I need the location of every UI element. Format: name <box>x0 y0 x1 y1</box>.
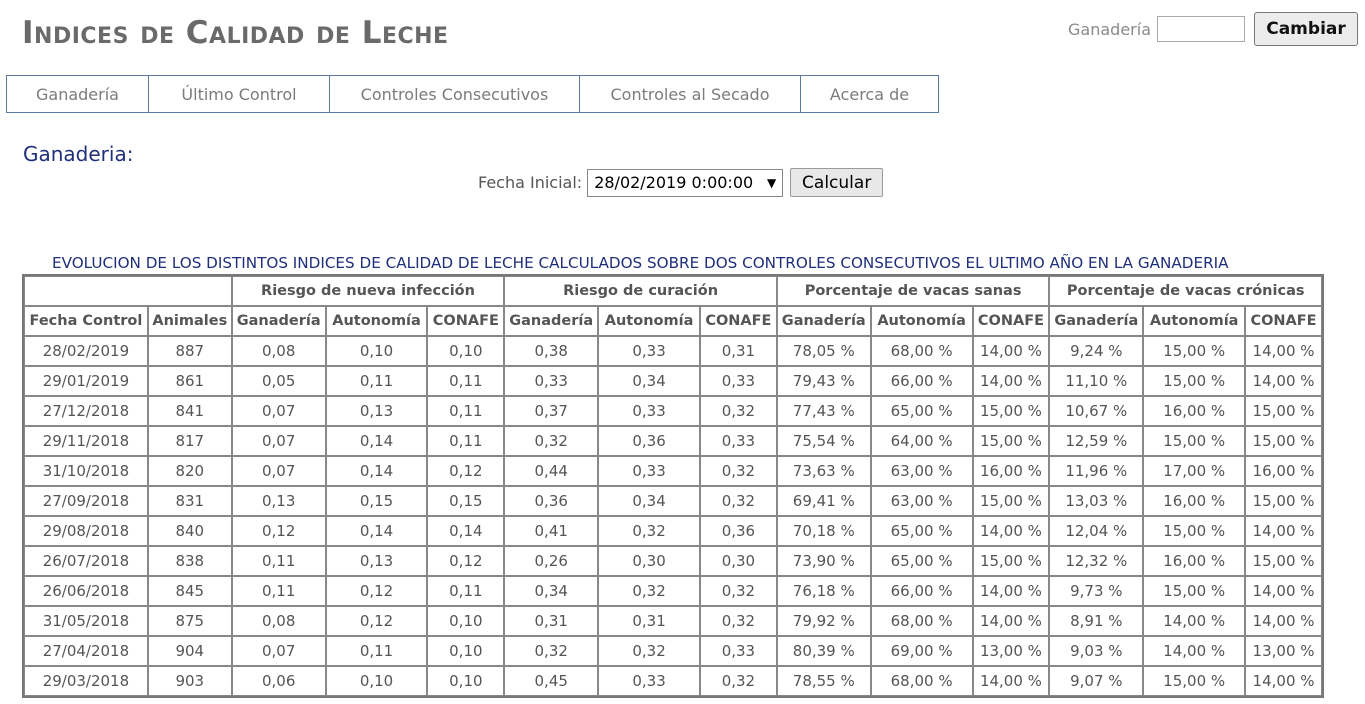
table-cell: 31/10/2018 <box>24 456 148 486</box>
table-cell: 14,00 % <box>1245 366 1322 396</box>
table-cell: 0,33 <box>598 456 700 486</box>
table-cell: 0,31 <box>504 606 598 636</box>
column-header: Fecha Control <box>24 306 148 336</box>
table-cell: 14,00 % <box>1143 606 1245 636</box>
section-title: Ganaderia: <box>23 142 134 166</box>
table-cell: 29/03/2018 <box>24 666 148 696</box>
table-cell: 0,30 <box>700 546 777 576</box>
table-cell: 0,11 <box>427 426 504 456</box>
group-header: Porcentaje de vacas crónicas <box>1049 276 1322 306</box>
table-cell: 0,36 <box>700 516 777 546</box>
table-cell: 0,26 <box>504 546 598 576</box>
column-header: Autonomía <box>871 306 973 336</box>
table-cell: 0,12 <box>326 576 428 606</box>
table-cell: 0,38 <box>504 336 598 366</box>
table-cell: 0,11 <box>232 546 326 576</box>
table-cell: 64,00 % <box>871 426 973 456</box>
table-cell: 12,59 % <box>1049 426 1143 456</box>
fecha-inicial-label: Fecha Inicial: <box>478 173 583 192</box>
table-cell: 0,05 <box>232 366 326 396</box>
fecha-inicial-value: 28/02/2019 0:00:00 <box>594 173 754 192</box>
table-cell: 0,14 <box>326 426 428 456</box>
table-cell: 0,11 <box>427 366 504 396</box>
table-cell: 15,00 % <box>1245 426 1322 456</box>
table-row <box>24 456 1322 486</box>
table-cell: 0,07 <box>232 426 326 456</box>
table-cell: 15,00 % <box>973 486 1050 516</box>
cambiar-button[interactable]: Cambiar <box>1254 12 1358 46</box>
table-cell: 16,00 % <box>1245 456 1322 486</box>
column-header: CONAFE <box>973 306 1050 336</box>
table-row <box>24 666 1322 696</box>
table-cell: 31/05/2018 <box>24 606 148 636</box>
table-cell: 14,00 % <box>973 576 1050 606</box>
table-row <box>24 426 1322 456</box>
quality-index-table <box>22 274 1324 698</box>
table-cell: 9,24 % <box>1049 336 1143 366</box>
table-cell: 15,00 % <box>1143 666 1245 696</box>
group-header-row <box>24 276 1322 306</box>
table-row <box>24 516 1322 546</box>
table-cell: 0,33 <box>504 366 598 396</box>
table-cell: 14,00 % <box>973 336 1050 366</box>
table-cell: 15,00 % <box>1143 576 1245 606</box>
table-cell: 17,00 % <box>1143 456 1245 486</box>
table-cell: 14,00 % <box>973 516 1050 546</box>
table-cell: 13,03 % <box>1049 486 1143 516</box>
table-cell: 14,00 % <box>1245 576 1322 606</box>
page-title: Indices de Calidad de Leche <box>22 15 449 51</box>
table-cell: 16,00 % <box>1143 546 1245 576</box>
table-cell: 9,03 % <box>1049 636 1143 666</box>
table-cell: 10,67 % <box>1049 396 1143 426</box>
table-cell: 904 <box>148 636 232 666</box>
table-cell: 14,00 % <box>1143 636 1245 666</box>
table-cell: 0,34 <box>598 486 700 516</box>
group-header: Riesgo de curación <box>504 276 777 306</box>
table-cell: 12,04 % <box>1049 516 1143 546</box>
table-cell: 0,14 <box>326 456 428 486</box>
table-cell: 0,32 <box>700 396 777 426</box>
table-cell: 15,00 % <box>1143 516 1245 546</box>
table-cell: 0,34 <box>598 366 700 396</box>
table-cell: 0,11 <box>326 366 428 396</box>
table-cell: 68,00 % <box>871 666 973 696</box>
table-cell: 0,07 <box>232 456 326 486</box>
table-cell: 838 <box>148 546 232 576</box>
table-cell: 0,11 <box>232 576 326 606</box>
table-cell: 79,43 % <box>777 366 871 396</box>
table-cell: 0,13 <box>326 546 428 576</box>
table-cell: 15,00 % <box>973 546 1050 576</box>
table-cell: 66,00 % <box>871 576 973 606</box>
nav-tab-ganaderia[interactable]: Ganadería <box>6 75 149 113</box>
table-cell: 0,06 <box>232 666 326 696</box>
table-cell: 78,05 % <box>777 336 871 366</box>
column-header: Autonomía <box>326 306 428 336</box>
table-cell: 15,00 % <box>1245 396 1322 426</box>
table-row <box>24 336 1322 366</box>
column-header: Autonomía <box>1143 306 1245 336</box>
table-cell: 73,90 % <box>777 546 871 576</box>
table-cell: 0,10 <box>326 336 428 366</box>
table-cell: 63,00 % <box>871 486 973 516</box>
nav-tab-acerca-de[interactable]: Acerca de <box>800 75 939 113</box>
column-header: Ganadería <box>232 306 326 336</box>
table-cell: 875 <box>148 606 232 636</box>
table-cell: 0,11 <box>427 396 504 426</box>
table-cell: 13,00 % <box>973 636 1050 666</box>
table-cell: 69,00 % <box>871 636 973 666</box>
table-caption: EVOLUCION DE LOS DISTINTOS INDICES DE CALIDAD DE LECHE CALCULADOS SOBRE DOS CONTROLES CONSECUTIVOS EL ULTIMO AÑO EN LA GANADERIA <box>52 254 1229 272</box>
table-cell: 0,32 <box>700 576 777 606</box>
nav-tab-controles-consecutivos[interactable]: Controles Consecutivos <box>329 75 580 113</box>
column-header: CONAFE <box>427 306 504 336</box>
table-cell: 0,32 <box>700 486 777 516</box>
table-cell: 0,10 <box>326 666 428 696</box>
table-cell: 0,10 <box>427 666 504 696</box>
column-header: Ganadería <box>1049 306 1143 336</box>
table-cell: 0,14 <box>427 516 504 546</box>
main-nav <box>6 75 938 113</box>
table-body <box>24 336 1322 696</box>
table-cell: 0,12 <box>232 516 326 546</box>
table-row <box>24 576 1322 606</box>
table-cell: 63,00 % <box>871 456 973 486</box>
table-cell: 0,33 <box>598 336 700 366</box>
table-cell: 0,13 <box>326 396 428 426</box>
nav-tab-ultimo-control[interactable]: Último Control <box>148 75 330 113</box>
table-cell: 817 <box>148 426 232 456</box>
table-row <box>24 636 1322 666</box>
table-cell: 0,13 <box>232 486 326 516</box>
table-cell: 0,07 <box>232 396 326 426</box>
column-header: Autonomía <box>598 306 700 336</box>
table-cell: 15,00 % <box>1143 366 1245 396</box>
ganaderia-label: Ganadería <box>1068 19 1151 39</box>
column-header-row <box>24 306 1322 336</box>
table-cell: 15,00 % <box>973 426 1050 456</box>
table-cell: 76,18 % <box>777 576 871 606</box>
table-cell: 0,36 <box>598 426 700 456</box>
table-cell: 14,00 % <box>973 666 1050 696</box>
table-cell: 13,00 % <box>1245 636 1322 666</box>
column-header: CONAFE <box>700 306 777 336</box>
table-cell: 65,00 % <box>871 546 973 576</box>
table-row <box>24 546 1322 576</box>
table-cell: 903 <box>148 666 232 696</box>
fecha-inicial-select[interactable] <box>587 169 783 197</box>
table-cell: 65,00 % <box>871 516 973 546</box>
table-cell: 15,00 % <box>1143 336 1245 366</box>
table-cell: 9,07 % <box>1049 666 1143 696</box>
table-cell: 0,15 <box>427 486 504 516</box>
table-cell: 70,18 % <box>777 516 871 546</box>
table-cell: 0,10 <box>427 636 504 666</box>
table-cell: 15,00 % <box>1245 486 1322 516</box>
table-cell: 0,10 <box>427 606 504 636</box>
table-row <box>24 396 1322 426</box>
table-cell: 0,12 <box>427 456 504 486</box>
table-cell: 26/06/2018 <box>24 576 148 606</box>
table-cell: 0,41 <box>504 516 598 546</box>
table-cell: 14,00 % <box>973 606 1050 636</box>
table-cell: 9,73 % <box>1049 576 1143 606</box>
table-cell: 0,14 <box>326 516 428 546</box>
table-cell: 11,10 % <box>1049 366 1143 396</box>
table-cell: 26/07/2018 <box>24 546 148 576</box>
table-cell: 0,32 <box>700 456 777 486</box>
table-cell: 68,00 % <box>871 606 973 636</box>
table-cell: 29/11/2018 <box>24 426 148 456</box>
table-cell: 841 <box>148 396 232 426</box>
table-cell: 11,96 % <box>1049 456 1143 486</box>
table-cell: 0,08 <box>232 606 326 636</box>
table-cell: 820 <box>148 456 232 486</box>
table-cell: 0,31 <box>598 606 700 636</box>
table-cell: 0,33 <box>700 366 777 396</box>
calcular-button[interactable]: Calcular <box>790 168 883 197</box>
table-row <box>24 606 1322 636</box>
table-cell: 73,63 % <box>777 456 871 486</box>
table-cell: 887 <box>148 336 232 366</box>
table-cell: 831 <box>148 486 232 516</box>
table-cell: 27/09/2018 <box>24 486 148 516</box>
table-cell: 0,37 <box>504 396 598 426</box>
column-header: CONAFE <box>1245 306 1322 336</box>
group-header-empty <box>24 276 232 306</box>
column-header: Ganadería <box>504 306 598 336</box>
table-cell: 15,00 % <box>1143 426 1245 456</box>
table-cell: 0,32 <box>504 426 598 456</box>
table-cell: 0,15 <box>326 486 428 516</box>
table-cell: 79,92 % <box>777 606 871 636</box>
table-cell: 65,00 % <box>871 396 973 426</box>
table-cell: 0,11 <box>427 576 504 606</box>
table-cell: 0,12 <box>326 606 428 636</box>
table-cell: 0,31 <box>700 336 777 366</box>
table-cell: 15,00 % <box>1245 546 1322 576</box>
table-cell: 0,36 <box>504 486 598 516</box>
table-cell: 861 <box>148 366 232 396</box>
table-cell: 66,00 % <box>871 366 973 396</box>
table-cell: 80,39 % <box>777 636 871 666</box>
table-cell: 0,32 <box>700 606 777 636</box>
group-header: Riesgo de nueva infección <box>232 276 505 306</box>
table-cell: 0,08 <box>232 336 326 366</box>
table-cell: 0,32 <box>598 576 700 606</box>
group-header: Porcentaje de vacas sanas <box>777 276 1050 306</box>
table-cell: 0,33 <box>598 666 700 696</box>
table-cell: 0,33 <box>700 636 777 666</box>
table-cell: 14,00 % <box>1245 336 1322 366</box>
table-cell: 29/01/2019 <box>24 366 148 396</box>
table-cell: 16,00 % <box>1143 396 1245 426</box>
table-cell: 0,07 <box>232 636 326 666</box>
table-cell: 15,00 % <box>973 396 1050 426</box>
table-cell: 0,10 <box>427 336 504 366</box>
table-cell: 0,30 <box>598 546 700 576</box>
table-row <box>24 366 1322 396</box>
table-cell: 0,45 <box>504 666 598 696</box>
table-cell: 8,91 % <box>1049 606 1143 636</box>
table-cell: 0,44 <box>504 456 598 486</box>
column-header: Ganadería <box>777 306 871 336</box>
table-cell: 29/08/2018 <box>24 516 148 546</box>
table-cell: 77,43 % <box>777 396 871 426</box>
table-cell: 845 <box>148 576 232 606</box>
table-cell: 0,32 <box>598 636 700 666</box>
table-cell: 78,55 % <box>777 666 871 696</box>
table-cell: 0,32 <box>504 636 598 666</box>
table-cell: 16,00 % <box>1143 486 1245 516</box>
table-cell: 0,32 <box>598 516 700 546</box>
table-cell: 14,00 % <box>1245 666 1322 696</box>
table-cell: 0,11 <box>326 636 428 666</box>
nav-tab-controles-secado[interactable]: Controles al Secado <box>579 75 801 113</box>
table-cell: 28/02/2019 <box>24 336 148 366</box>
table-cell: 14,00 % <box>1245 516 1322 546</box>
table-cell: 27/04/2018 <box>24 636 148 666</box>
table-cell: 0,32 <box>700 666 777 696</box>
table-cell: 16,00 % <box>973 456 1050 486</box>
table-cell: 0,34 <box>504 576 598 606</box>
table-cell: 0,33 <box>598 396 700 426</box>
table-cell: 68,00 % <box>871 336 973 366</box>
table-cell: 840 <box>148 516 232 546</box>
ganaderia-input[interactable] <box>1157 16 1245 42</box>
table-cell: 14,00 % <box>973 366 1050 396</box>
table-cell: 14,00 % <box>1245 606 1322 636</box>
table-cell: 75,54 % <box>777 426 871 456</box>
table-cell: 27/12/2018 <box>24 396 148 426</box>
column-header: Animales <box>148 306 232 336</box>
table-row <box>24 486 1322 516</box>
table-cell: 69,41 % <box>777 486 871 516</box>
date-form <box>478 168 883 197</box>
ganaderia-form <box>1068 12 1358 46</box>
table-cell: 0,33 <box>700 426 777 456</box>
table-cell: 0,12 <box>427 546 504 576</box>
dropdown-arrow-icon: ▼ <box>766 175 777 190</box>
table-cell: 12,32 % <box>1049 546 1143 576</box>
